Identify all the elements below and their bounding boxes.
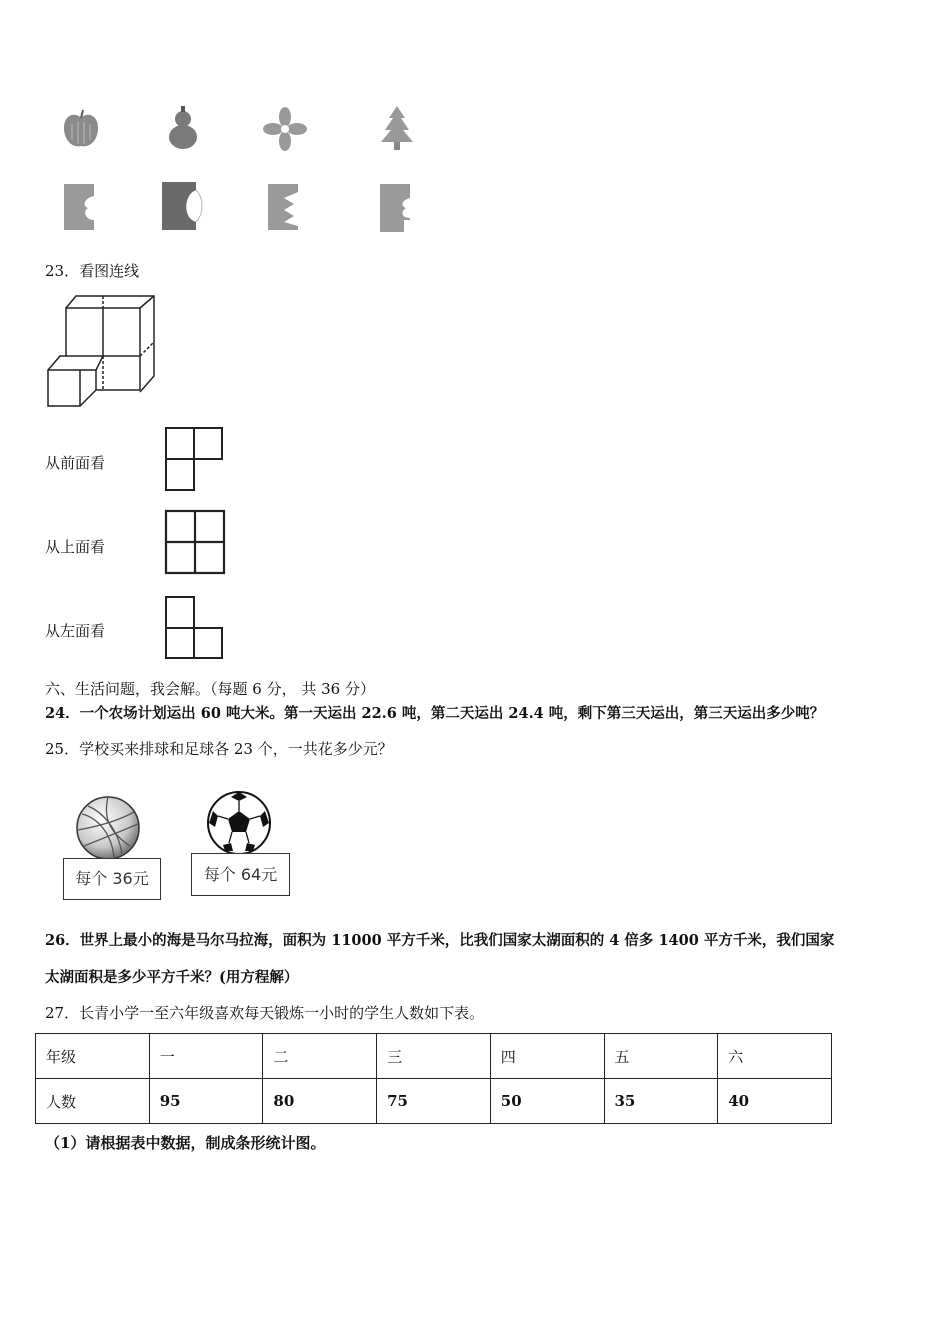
view-top-label: 从上面看 bbox=[45, 538, 106, 556]
q27-sub1: （1）请根据表中数据，制成条形统计图。 bbox=[45, 1134, 326, 1152]
folded-paper-2-icon bbox=[160, 180, 206, 232]
folded-paper-3-icon bbox=[266, 182, 302, 232]
gourd-cutout-icon bbox=[160, 104, 206, 152]
table-cell: 80 bbox=[263, 1079, 377, 1124]
view-left-label: 从左面看 bbox=[45, 622, 106, 640]
q26-line2: 太湖面积是多少平方千米？(用方程解） bbox=[45, 969, 299, 986]
volleyball-icon bbox=[74, 794, 142, 862]
view-front-label: 从前面看 bbox=[45, 454, 106, 472]
table-cell: 95 bbox=[149, 1079, 263, 1124]
flower-cutout-icon bbox=[262, 106, 308, 152]
soccer-price-box bbox=[191, 853, 290, 896]
folded-paper-4-icon bbox=[378, 182, 414, 234]
q25-text: 25．学校买来排球和足球各 23 个，一共花多少元？ bbox=[45, 740, 393, 758]
table-cell: 年级 bbox=[36, 1034, 150, 1079]
table-cell: 人数 bbox=[36, 1079, 150, 1124]
volleyball-price: 每个 36元 bbox=[75, 869, 149, 888]
table-cell: 六 bbox=[718, 1034, 832, 1079]
folded-paper-1-icon bbox=[62, 182, 98, 232]
cube-stack-figure bbox=[46, 294, 158, 410]
left-view-figure[interactable] bbox=[164, 595, 226, 661]
front-view-figure[interactable] bbox=[164, 426, 226, 492]
table-cell: 三 bbox=[377, 1034, 491, 1079]
section6-title: 六、生活问题，我会解。（每题 6 分， 共 36 分） bbox=[45, 680, 375, 698]
soccer-price: 每个 64元 bbox=[203, 865, 278, 884]
q26-line1: 26．世界上最小的海是马尔马拉海，面积为 11000 平方千米，比我们国家太湖面积的 4 倍多 1400 平方千米，我们国家 bbox=[45, 932, 835, 949]
table-cell: 五 bbox=[604, 1034, 718, 1079]
volleyball-price-box bbox=[63, 858, 161, 900]
table-cell: 35 bbox=[604, 1079, 718, 1124]
q23-title: 23．看图连线 bbox=[45, 262, 140, 280]
table-cell: 75 bbox=[377, 1079, 491, 1124]
table-cell: 50 bbox=[490, 1079, 604, 1124]
q24-text: 24．一个农场计划运出 60 吨大米。第一天运出 22.6 吨，第二天运出 24.4 吨，剩下第三天运出，第三天运出多少吨？ bbox=[45, 705, 825, 722]
soccer-ball-icon bbox=[205, 789, 273, 857]
top-view-figure[interactable] bbox=[164, 509, 228, 577]
table-row bbox=[36, 1079, 832, 1124]
tree-cutout-icon bbox=[374, 104, 420, 152]
table-cell: 40 bbox=[718, 1079, 832, 1124]
table-cell: 四 bbox=[490, 1034, 604, 1079]
apple-cutout-icon bbox=[58, 106, 104, 152]
table-cell: 二 bbox=[263, 1034, 377, 1079]
q27-text: 27．长青小学一至六年级喜欢每天锻炼一小时的学生人数如下表。 bbox=[45, 1004, 485, 1022]
grade-count-table bbox=[35, 1033, 832, 1124]
table-cell: 一 bbox=[149, 1034, 263, 1079]
table-row bbox=[36, 1034, 832, 1079]
